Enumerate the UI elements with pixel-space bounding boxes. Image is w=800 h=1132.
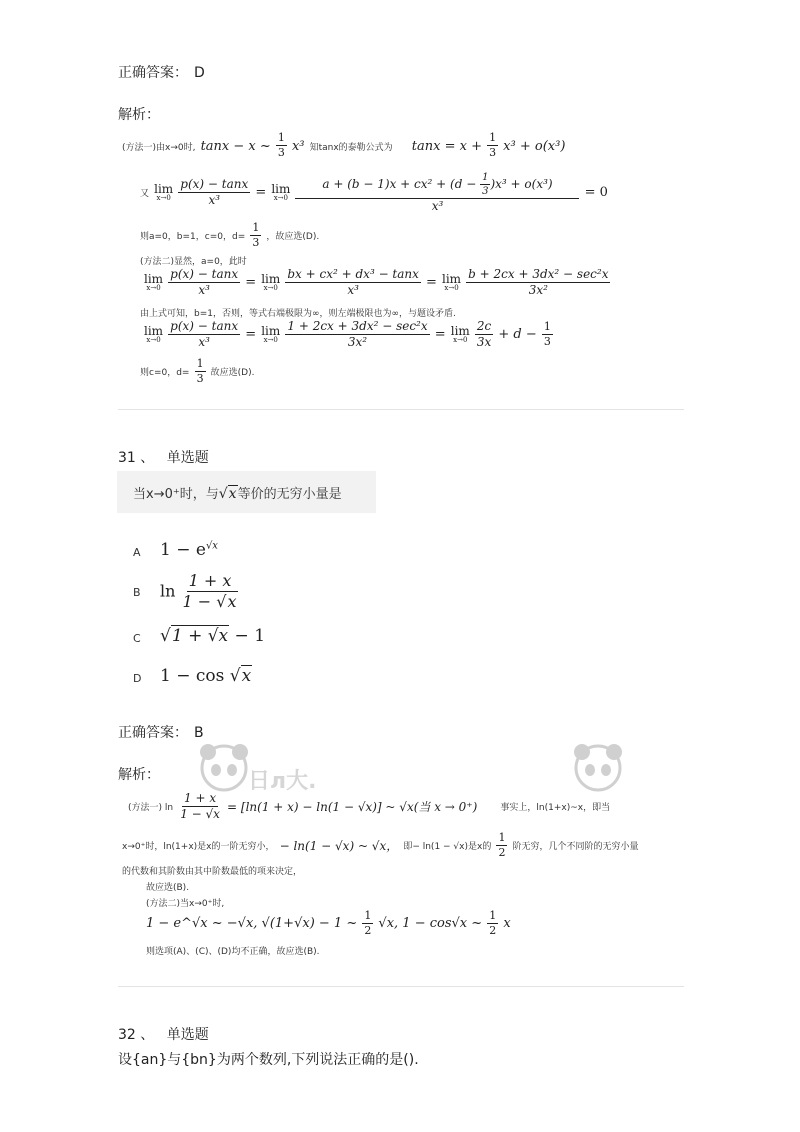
solution-line: (方法一)由x→0时, tanx − x ~ $\frac{1}{3}$ x³ 知tanx的泰勒公式为 tanx = x + $\frac{1}{3}$ x³ + o(x³) bbox=[122, 131, 566, 160]
solution-line: 的代数和其阶数由其中阶数最低的项来决定， bbox=[122, 867, 303, 877]
solution-line: 1 − e^√x ~ −√x, √(1+√x) − 1 ~ $\frac{1}{2}$ √x, 1 − cos√x ~ $\frac{1}{2}$ x bbox=[146, 909, 511, 938]
solution-line: 则a=0，b=1，c=0，d= $\frac{1}{3}$ ，故应选(D). bbox=[140, 221, 320, 250]
question-type: 单选题 bbox=[166, 1027, 209, 1043]
option-a[interactable]: A $1 - e^{√x}$ bbox=[133, 540, 218, 560]
answer-label: 正确答案： D bbox=[118, 65, 205, 81]
analysis-label: 解析： bbox=[118, 107, 160, 123]
solution-line: lim x→0 $\frac{p(x) - \tan x}{\text{x³}}$ = lim x→0 $\frac{\text{1 + 2cx + 3dx² − sec²x}}{\text{3x²}}$ = lim x→0 $\frac{2c}{3x}$ + d − $\frac{1}{3}$ bbox=[144, 319, 551, 350]
analysis-label: 解析： bbox=[118, 767, 160, 783]
option-c[interactable]: C √1 + √x − 1 bbox=[133, 626, 266, 646]
solution-line: lim x→0 $\frac{p(x) - \tan x}{\text{x³}}$ = lim x→0 $\frac{\text{bx + cx² + dx³ − tanx}}{\text{x³}}$ = lim x→0 $\frac{\text{b + 2cx + 3dx² − sec²x}}{\text{3x²}}$ bbox=[144, 267, 609, 298]
question-stem-image: 当x→0⁺时，与√x等价的无穷小量是 bbox=[117, 471, 376, 513]
divider bbox=[118, 409, 684, 410]
question-number: 31 、 bbox=[118, 450, 155, 466]
option-letter: B bbox=[133, 586, 141, 599]
question-header bbox=[118, 1024, 209, 1044]
option-letter: D bbox=[133, 672, 142, 685]
solution-line: x→0⁺时，ln(1+x)是x的一阶无穷小， − ln(1 − √x) ~ √x， 即− ln(1 − √x)是x的 $\frac{1}{2}$ 阶无穷，几个不同阶的无穷小量 bbox=[122, 831, 639, 860]
answer-label: 正确答案： B bbox=[118, 725, 204, 741]
solution-line: (方法二)当x→0⁺时, bbox=[146, 899, 225, 909]
question-number: 32 、 bbox=[118, 1027, 155, 1043]
answer-value: D bbox=[194, 65, 205, 81]
solution-line: (方法一) ln $\frac{1 + x}{1 - √x}$ = [ln(1 + x) − ln(1 − √x)] ~ √x(当 x → 0⁺) 事实上，ln(1+x)~x，即当 bbox=[128, 791, 611, 822]
solution-line: 又 lim x→0 $\frac{p(x) - \tan x}{\text{x³}}$ = lim x→0 a + (b − 1)x + cx² + (d − $\frac{1}{3}$ )x³ + o(x³) x³ = 0 bbox=[140, 172, 608, 213]
question-header bbox=[118, 447, 209, 467]
solution-line: (方法二)显然，a=0，此时 bbox=[140, 257, 247, 267]
panda-watermark-icon: 日л大. bbox=[198, 742, 348, 798]
question-stem: 设{an}与{bn}为两个数列,下列说法正确的是(). bbox=[118, 1052, 419, 1068]
panda-watermark-icon bbox=[572, 742, 632, 798]
question-type: 单选题 bbox=[166, 450, 209, 466]
solution-line: 故应选(B). bbox=[146, 883, 190, 893]
option-b[interactable]: B ln $\frac{1 + x}{1 - √x}$ bbox=[133, 571, 237, 611]
solution-line: 则选项(A)、(C)、(D)均不正确，故应选(B). bbox=[146, 947, 320, 957]
solution-image-2 bbox=[122, 792, 682, 962]
solution-line: 则c=0，d= $\frac{1}{3}$ 故应选(D). bbox=[140, 357, 255, 386]
solution-line: 由上式可知，b=1，否则，等式右端极限为∞，则左端极限也为∞，与题设矛盾. bbox=[140, 309, 456, 319]
answer-value: B bbox=[194, 725, 204, 741]
divider bbox=[118, 986, 684, 987]
solution-image-1 bbox=[122, 130, 662, 385]
option-d[interactable]: D 1 − cos √x bbox=[133, 666, 252, 686]
option-letter: C bbox=[133, 632, 141, 645]
option-letter: A bbox=[133, 546, 141, 559]
